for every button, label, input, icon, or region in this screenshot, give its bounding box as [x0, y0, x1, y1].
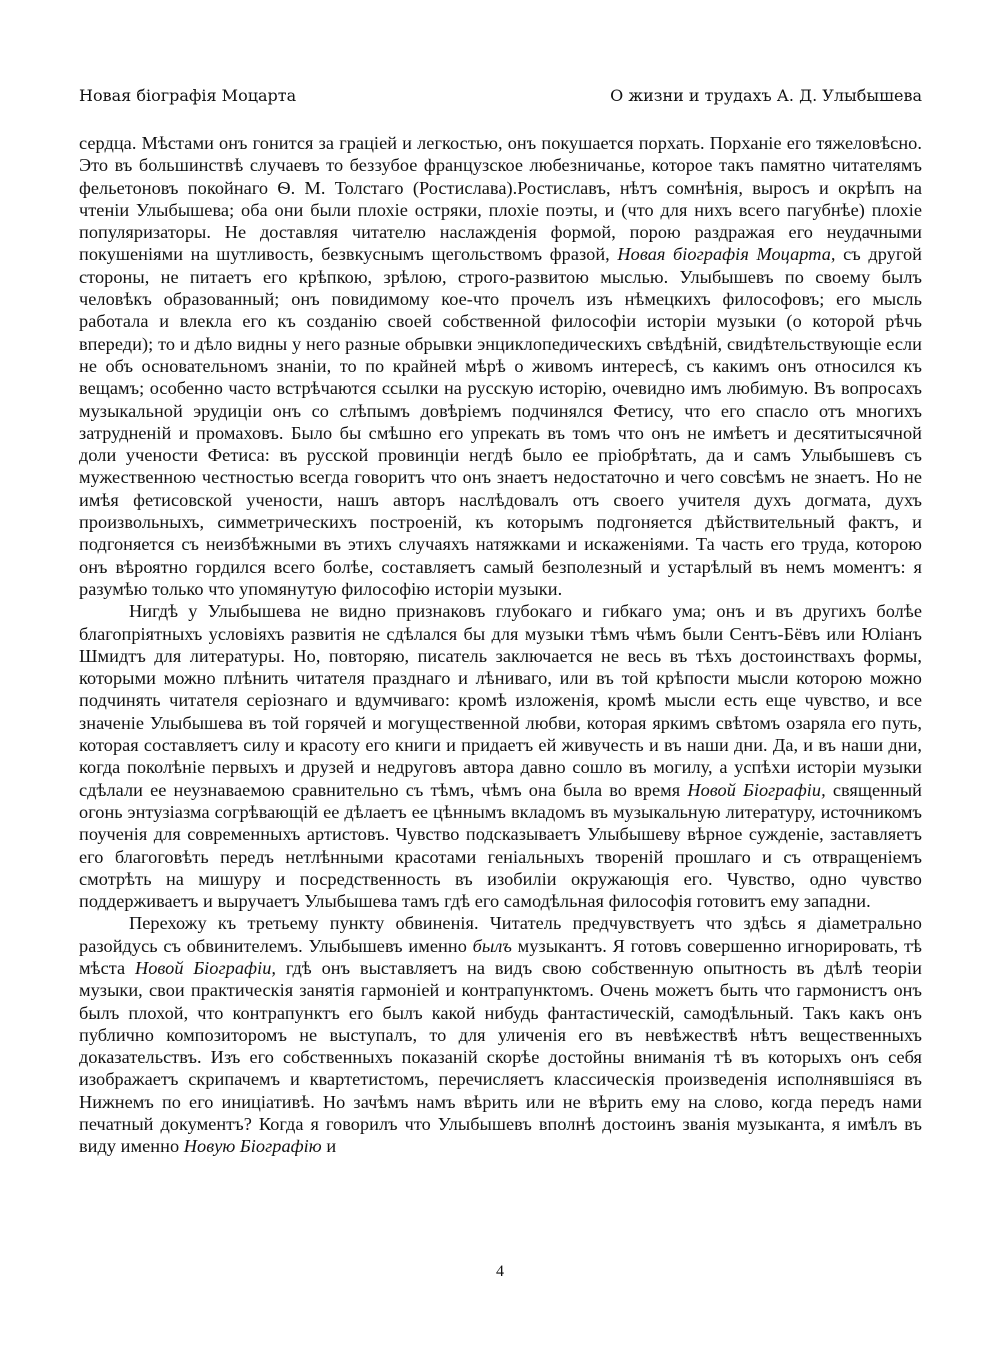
paragraph-3-italic-title-2: Новую Біографію — [183, 1136, 322, 1157]
paragraph-1 — [79, 132, 922, 600]
paragraph-3-text-d: и — [321, 1136, 337, 1157]
running-header — [79, 86, 922, 110]
body-text — [79, 132, 922, 1158]
header-book-title: Новая біографія Моцарта — [79, 86, 297, 105]
paragraph-3-text-b: музыкантъ. Я готовъ совершенно игнорировать, тѣ мѣста — [79, 935, 923, 978]
paragraph-1-italic-title: Новая біографія Моцарта, — [617, 244, 836, 265]
paragraph-3-text-c: гдѣ онъ выставляетъ на видъ свою собственную опытность въ дѣлѣ теоріи музыки, свои практическія занятія гармоніей и контрапунктомъ. Очень можетъ быть что гармонистъ онъ былъ плохой, что контрапунктъ его былъ какой нибудь фантастическій, самодѣльный. Такъ какъ онъ публично композиторомъ не выступалъ, то для уличенія его въ невѣжествѣ нѣтъ вещественныхъ доказательствъ. Изъ его собственныхъ показаній скорѣе достойны вниманія тѣ въ которыхъ онъ себя изображаетъ скрипачемъ и квартетистомъ, перечисляетъ классическія произведенія исполнявшіяся въ Нижнемъ по его иниціативѣ. Но зачѣмъ намъ вѣрить или не вѣрить ему на слово, когда передъ нами печатный документъ? Когда я говорилъ что Улыбышевъ вполнѣ достоинъ званія музыканта, я имѣлъ въ виду именно — [79, 957, 922, 1157]
paragraph-2 — [79, 600, 922, 912]
paragraph-1-text-a: сердца. Мѣстами онъ гонится за граціей и легкостью, онъ покушается порхать. Порханіе его тяжеловѣсно. Это въ большинствѣ случаевъ то беззубое французское любезничанье, которое такъ памятно читателямъ фельетоновъ покойнаго Ѳ. М. Толстаго (Ростислава).Ростиславъ, нѣтъ сомнѣнія, выросъ и окрѣпъ на чтеніи Улыбышева; оба они были плохіе остряки, плохіе поэты, и (что для нихъ всего пагубнѣе) плохіе популяризаторы. Не доставляя читателю наслажденія формой, порою раздражая его неудачными покушеніями на шутливость, безвкуснымъ щегольствомъ фразой, — [79, 133, 922, 265]
paragraph-2-text-a: Нигдѣ у Улыбышева не видно признаковъ глубокаго и гибкаго ума; онъ и въ другихъ болѣе благопріятныхъ условіяхъ развитія не сдѣлался бы для музыки тѣмъ чѣмъ были Сентъ-Бёвъ или Юліанъ Шмидтъ для литературы. Но, повторяю, писатель заключается не весь въ тѣхъ достоинствахъ формы, которыми можно плѣнить читателя празднаго и лѣниваго, или въ той крѣпости мысли которою можно подчинять читателя серіознаго и вдумчиваго: кромѣ изложенія, кромѣ мысли есть еще чувство, и все значеніе Улыбышева въ той горячей и могущественной любви, которая яркимъ свѣтомъ озаряла его путь, которая составляетъ силу и красоту его книги и придаетъ ей живучесть и въ наши дни. Да, и въ наши дни, когда поколѣніе первыхъ и друзей и недруговъ автора давно сошло въ могилу, а успѣхи исторіи музыки сдѣлали ее неузнаваемою сравнительно съ тѣмъ, чѣмъ она была во время — [79, 601, 922, 800]
paragraph-1-text-b: съ другой стороны, не питаетъ его крѣпкою, зрѣлою, строго-развитою мыслью. Улыбышевъ по своему былъ человѣкъ образованный; онъ повидимому кое-что прочелъ изъ нѣмецкихъ философовъ; его мысль работала и влекла его къ созданію своей собственной философіи исторіи музыки (о которой рѣчь впереди); то и дѣло видны у него разные обрывки энциклопедическихъ свѣдѣній, свидѣтельствующіе если не объ основательномъ знаніи, то по крайней мѣрѣ о живомъ интересѣ, съ какимъ онъ относился къ вещамъ; особенно часто встрѣчаются ссылки на русскую исторію, очевидно имъ любимую. Въ вопросахъ музыкальной эрудиціи онъ со слѣпымъ довѣріемъ подчинялся Фетису, что его спасло отъ многихъ затрудненій и промаховъ. Было бы смѣшно его упрекать въ томъ что онъ не имѣетъ и десятитысячной доли учености Фетиса: въ русской провинціи негдѣ было ее пріобрѣтать, да и самъ Улыбышевъ съ мужественною честностью всегда говоритъ что онъ знаетъ недостаточно и чего совсѣмъ не знаетъ. Но не имѣя фетисовской учености, нашъ авторъ наслѣдовалъ отъ своего учителя духъ догмата, духъ произвольныхъ, симметрическихъ построеній, къ которымъ подгоняется дѣйствительный фактъ, и подгоняется съ неизбѣжными въ этихъ случаяхъ натяжками и искаженіями. Та часть его труда, которою онъ вѣроятно гордился всего болѣе, составляетъ самый безполезный и устарѣлый въ немъ моментъ: я разумѣю только что упомянутую философію исторіи музыки. — [79, 244, 922, 599]
page-number: 4 — [496, 1263, 504, 1280]
paragraph-3 — [79, 912, 922, 1157]
paragraph-2-text-b: священный огонь энтузіазма согрѣвающій ее дѣлаетъ ее цѣннымъ вкладомъ въ музыкальную литературу, источникомъ поученія для современныхъ артистовъ. Чувство подсказываетъ Улыбышеву вѣрное сужденіе, заставляетъ его благоговѣть передъ нетлѣнными красотами геніальныхъ твореній прошлаго и съ отвращеніемъ смотрѣть на мишуру и посредственность въ изобиліи окружающія его. Чувство, одно чувство поддерживаетъ и выручаетъ Улыбышева тамъ гдѣ его самодѣльная философія готовитъ ему западни. — [79, 779, 923, 912]
paragraph-3-italic-title-1: Новой Біографіи, — [134, 957, 277, 978]
header-section-title: О жизни и трудахъ А. Д. Улыбышева — [610, 86, 922, 105]
paragraph-2-italic-title: Новой Біографіи, — [687, 779, 826, 800]
paragraph-3-italic-word: былъ — [472, 935, 512, 956]
paragraph-3-text-a: Перехожу къ третьему пункту обвиненія. Читатель предчувствуетъ что здѣсь я діаметрально разойдусь съ обвинителемъ. Улыбышевъ именно — [79, 913, 922, 956]
